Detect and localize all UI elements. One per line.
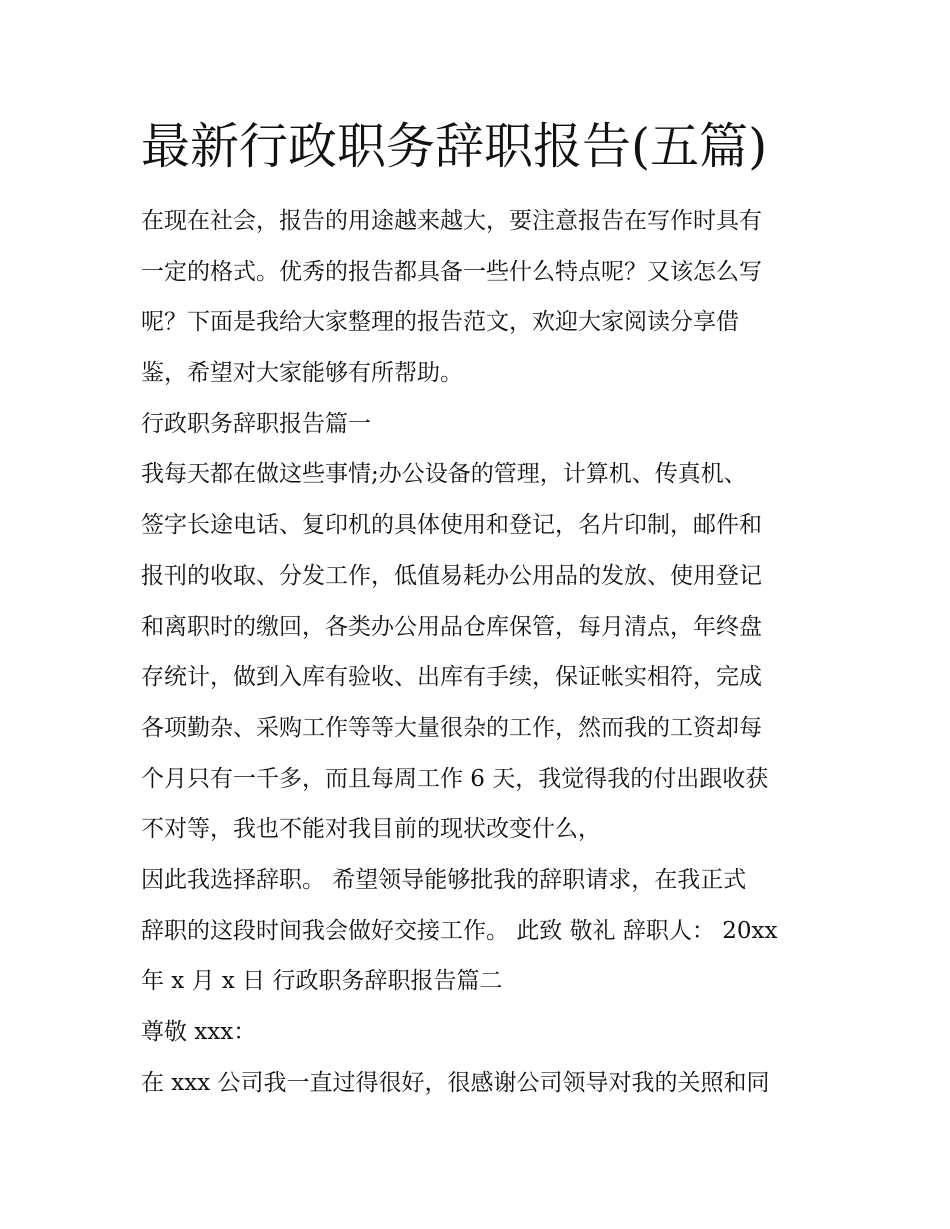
body-line: 呢？下面是我给大家整理的报告范文，欢迎大家阅读分享借: [141, 309, 739, 336]
body-line: 我每天都在做这些事情;办公设备的管理，计算机、传真机、: [141, 461, 747, 488]
body-line: 在现在社会，报告的用途越来越大，要注意报告在写作时具有: [141, 208, 762, 234]
body-line: 不对等，我也不能对我目前的现状改变什么，: [141, 816, 601, 843]
body-line: 在 xxx 公司我一直过得很好，很感谢公司领导对我的关照和同: [141, 1069, 770, 1096]
body-line: 一定的格式。优秀的报告都具备一些什么特点呢？又该怎么写: [141, 258, 762, 285]
document-body: [141, 196, 821, 1108]
body-line: 报刊的收取、分发工作，低值易耗办公用品的发放、使用登记: [141, 562, 762, 589]
section-heading: 行政职务辞职报告篇一: [141, 410, 371, 437]
body-line: 辞职的这段时间我会做好交接工作。 此致 敬礼 辞职人： 20xx: [141, 917, 778, 944]
body-line: 因此我选择辞职。 希望领导能够批我的辞职请求，在我正式: [141, 866, 747, 893]
body-line: 个月只有一千多，而且每周工作 6 天，我觉得我的付出跟收获: [141, 765, 769, 792]
body-line: 存统计，做到入库有验收、出库有手续，保证帐实相符，完成: [141, 664, 762, 691]
body-line: 年 x 月 x 日 行政职务辞职报告篇二: [141, 968, 503, 995]
body-line: 各项勤杂、采购工作等等大量很杂的工作，然而我的工资却每: [141, 714, 762, 741]
body-line: 和离职时的缴回，各类办公用品仓库保管，每月清点，年终盘: [141, 613, 762, 640]
body-line: 鉴，希望对大家能够有所帮助。: [141, 360, 463, 387]
document-title: 最新行政职务辞职报告(五篇): [141, 118, 768, 175]
body-line: 签字长途电话、复印机的具体使用和登记，名片印制，邮件和: [141, 512, 762, 539]
salutation-line: 尊敬 xxx：: [141, 1019, 257, 1045]
